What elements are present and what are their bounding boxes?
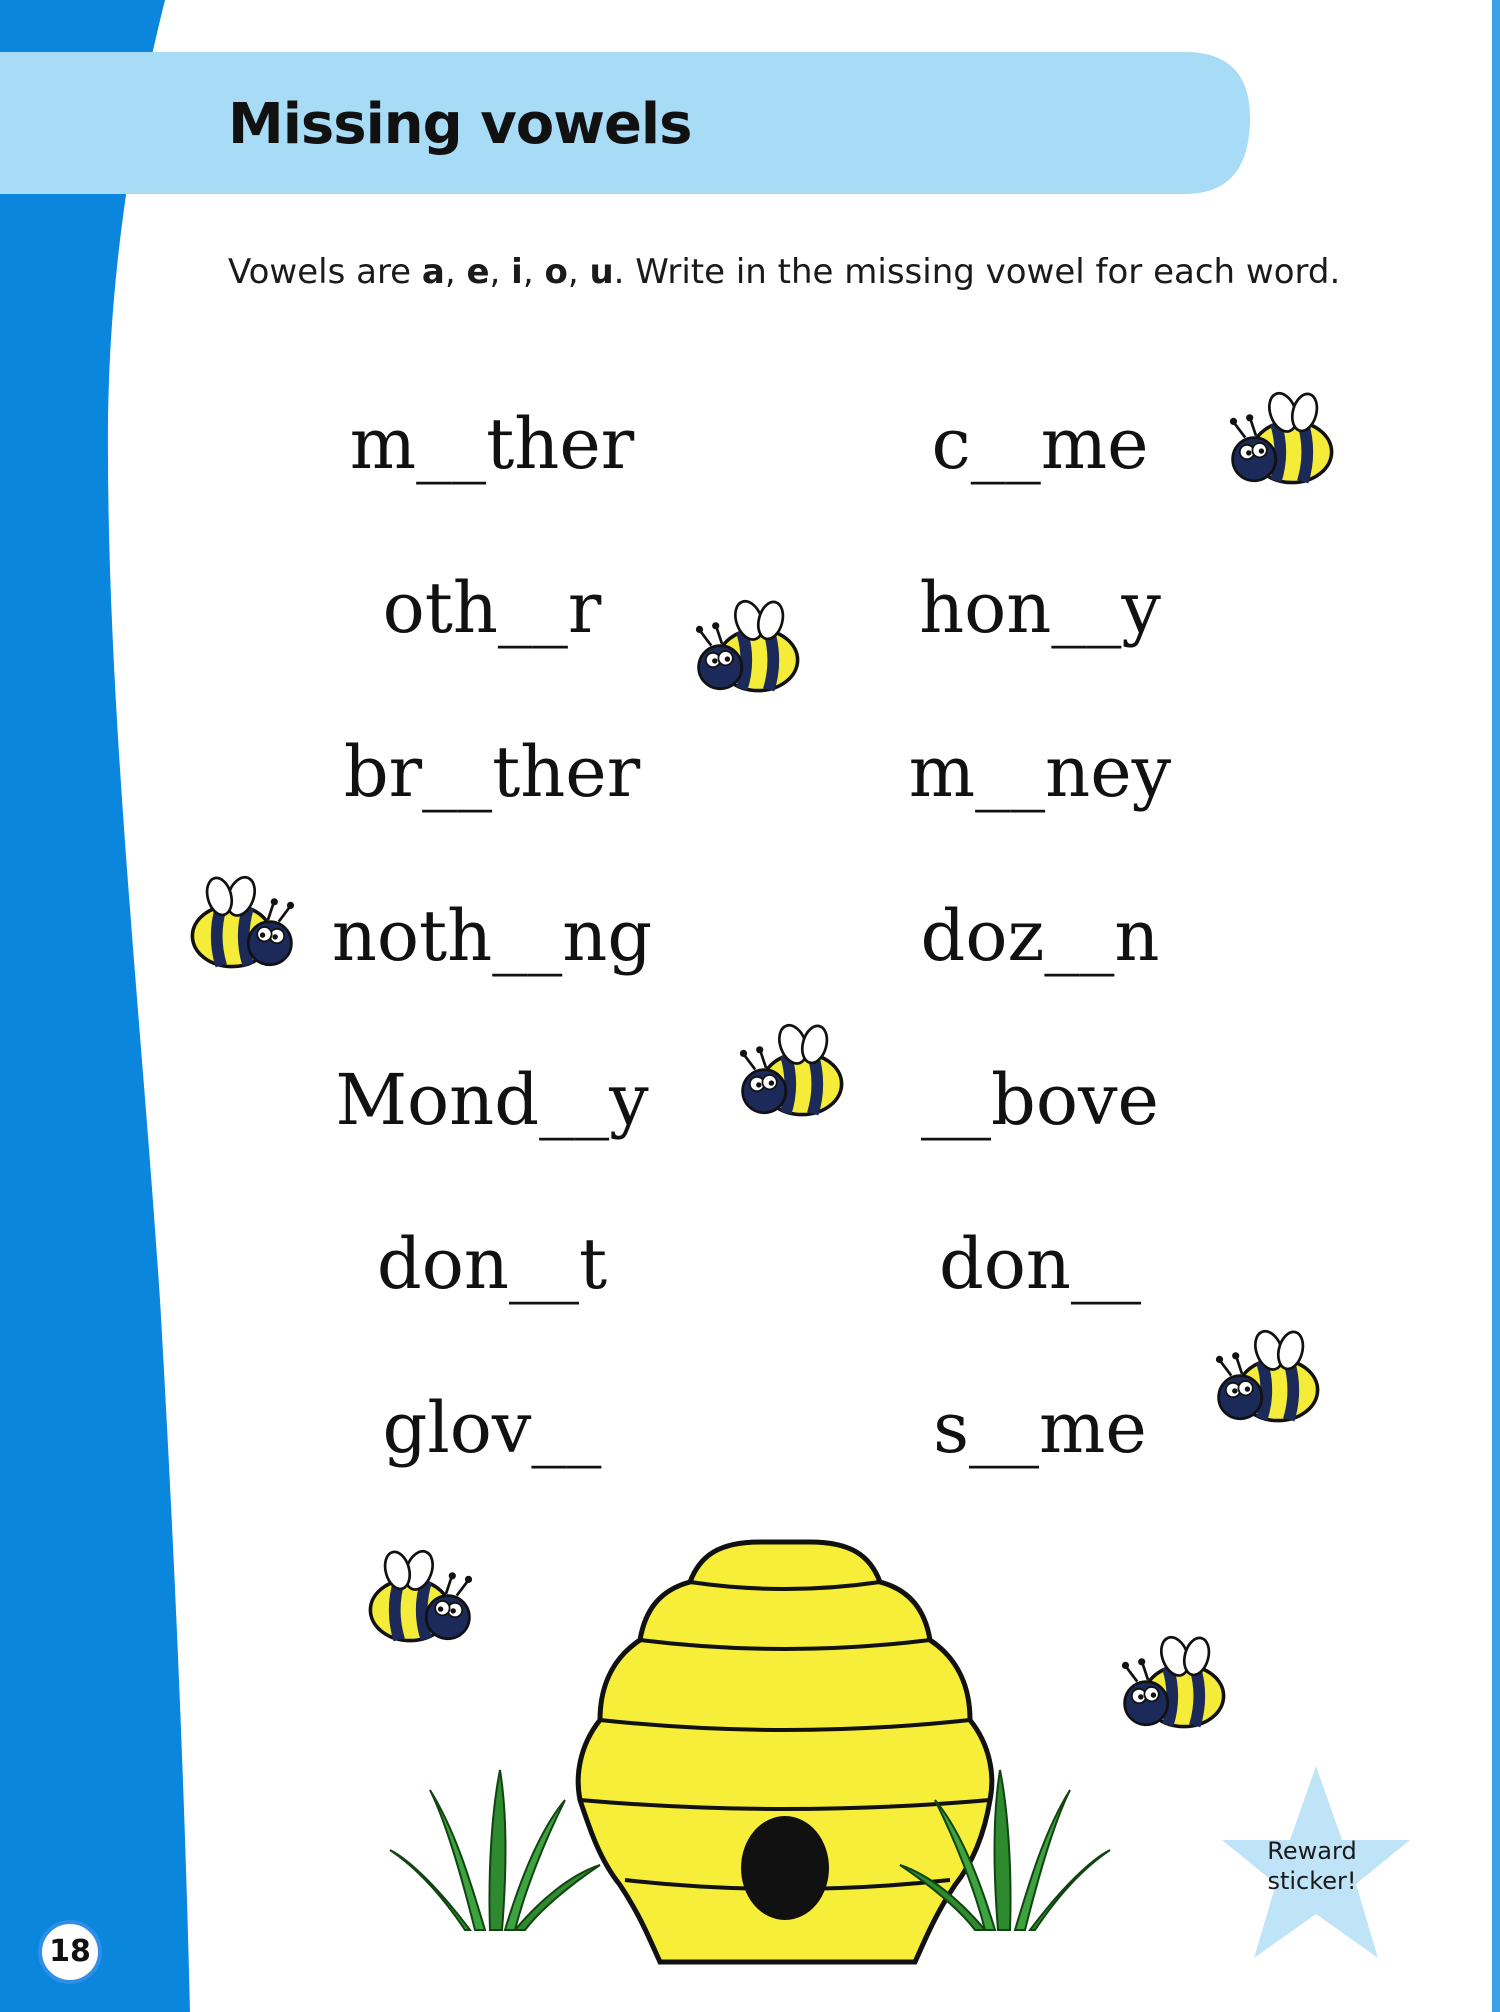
word-right[interactable]: hon__y [919,567,1161,649]
page-title: Missing vowels [228,92,692,157]
page-number: 18 [38,1920,102,1984]
vowel-i: i [511,252,523,292]
vowel-o: o [544,252,568,292]
word-right[interactable]: m__ney [908,731,1172,813]
word-left[interactable]: glov__ [382,1387,602,1469]
bee-icon [192,873,294,966]
word-right[interactable]: don__ [938,1223,1142,1305]
instruction-text: Vowels are a, e, i, o, u. Write in the missing vowel for each word. [228,252,1341,292]
bee-icon [696,597,798,690]
grass-icon [390,1770,600,1930]
word-left[interactable]: oth__r [382,567,602,649]
bee-icon [1216,1327,1318,1420]
vowel-a: a [421,252,445,292]
word-right[interactable]: c__me [931,403,1149,485]
beehive-icon [578,1542,992,1962]
word-right[interactable]: __bove [921,1059,1159,1141]
bee-icon [1122,1633,1224,1726]
vowel-e: e [466,252,490,292]
bee-icon [370,1547,472,1640]
bee-icon [1230,389,1332,482]
word-left[interactable]: Mond__y [335,1059,649,1141]
bee-icon [740,1021,842,1114]
word-left[interactable]: br__ther [343,731,641,813]
word-left[interactable]: noth__ng [331,895,653,977]
word-right[interactable]: s__me [933,1387,1147,1469]
word-left[interactable]: m__ther [349,403,635,485]
word-right[interactable]: doz__n [920,895,1160,977]
word-left[interactable]: don__t [376,1223,608,1305]
reward-sticker-label: Reward sticker! [1267,1837,1357,1895]
vowel-u: u [589,252,614,292]
